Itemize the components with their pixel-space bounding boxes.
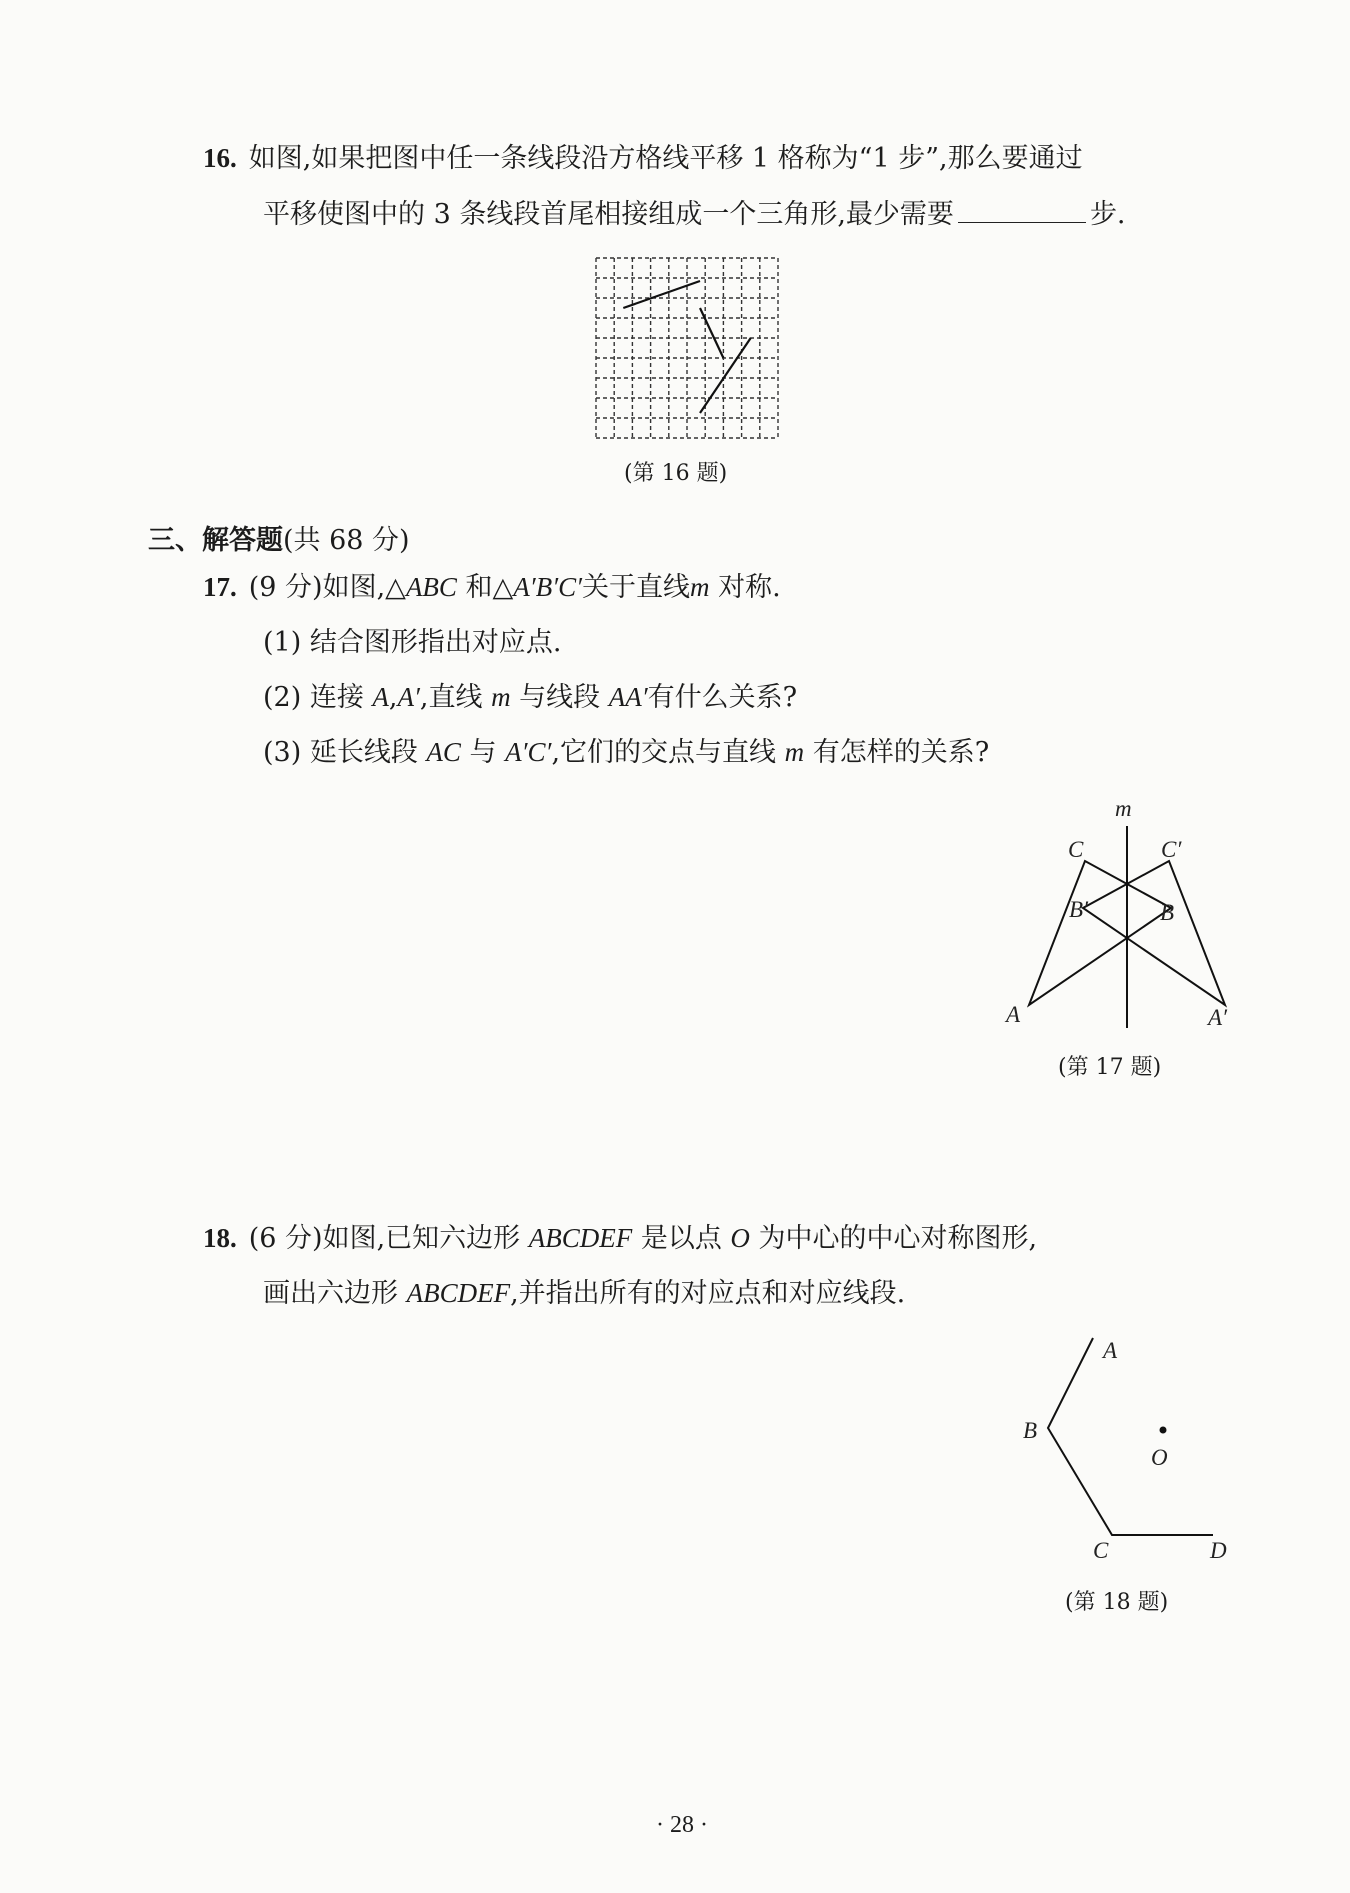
- q18-figure: [1048, 1338, 1213, 1535]
- q17-sub3-segment-ac: AC: [426, 737, 461, 767]
- q16-text-line2: 平移使图中的 3 条线段首尾相接组成一个三角形,最少需要: [263, 199, 954, 230]
- q17-sub2-point-a-prime: A′: [397, 682, 420, 712]
- q18-line2-b: ,并指出所有的对应点和对应线段.: [510, 1278, 906, 1309]
- triangle-abc: [1029, 861, 1171, 1005]
- q17-sub1: (1) 结合图形指出对应点.: [263, 627, 562, 658]
- label-o: O: [1151, 1445, 1168, 1470]
- q16-text-line2-end: 步.: [1089, 199, 1126, 230]
- q18-stem: [203, 1222, 1037, 1256]
- center-point-o: [1160, 1427, 1167, 1434]
- q18-hexagon-name: ABCDEF: [528, 1223, 633, 1253]
- label-a: A: [1006, 1002, 1021, 1027]
- q17-number: 17.: [203, 572, 237, 602]
- q18-caption: (第 18 题): [1065, 1590, 1169, 1615]
- q17-stem-text-b: 和△: [456, 572, 514, 603]
- q17-points: (9 分): [248, 572, 323, 603]
- q17-sub2-m: m: [491, 682, 511, 712]
- q18-point-o: O: [730, 1223, 750, 1253]
- label-a: A: [1103, 1338, 1118, 1363]
- q16-caption: (第 16 题): [624, 461, 728, 486]
- label-b-prime: B′: [1069, 897, 1089, 922]
- q17-sub2-d: 与线段: [510, 682, 609, 713]
- section-3-note: (共 68 分): [283, 525, 410, 556]
- q17-caption: (第 17 题): [1058, 1055, 1162, 1080]
- q17-stem-text-c: 关于直线: [582, 572, 691, 603]
- q18-points: (6 分): [248, 1223, 323, 1254]
- q17-stem-text-d: 对称.: [709, 572, 781, 603]
- q17-sub3-c: ,它们的交点与直线: [551, 737, 785, 768]
- q17-sub2-e: 有什么关系?: [647, 682, 798, 713]
- label-c: C: [1093, 1538, 1109, 1563]
- q18-broken-line: [1048, 1338, 1213, 1535]
- q17-sub3-d: 有怎样的关系?: [804, 737, 990, 768]
- q17-sub2-segment: AA′: [608, 682, 648, 712]
- q18-line2-a: 画出六边形: [263, 1278, 407, 1309]
- q18-number: 18.: [203, 1223, 237, 1253]
- q17-sub3-segment-ac-prime: A′C′: [505, 737, 552, 767]
- q18-stem-c: 为中心的中心对称图形,: [749, 1223, 1038, 1254]
- label-d: D: [1210, 1538, 1227, 1563]
- q17-sub3-m: m: [784, 737, 805, 767]
- label-b: B: [1160, 900, 1175, 925]
- section-3-title: 三、解答题: [148, 525, 283, 556]
- q17-sub2-c: ,直线: [419, 682, 492, 713]
- q17-sub3-a: (3) 延长线段: [263, 737, 427, 768]
- page-number: · 28 ·: [656, 1812, 708, 1838]
- q18-line2: [263, 1277, 905, 1311]
- label-m: m: [1115, 796, 1132, 821]
- q17-sub2-b: ,: [388, 682, 398, 713]
- q18-stem-b: 是以点: [632, 1223, 731, 1254]
- q17-sub2-point-a: A: [372, 682, 389, 712]
- q17-triangle-abc: ABC: [405, 572, 457, 602]
- label-c-prime: C′: [1161, 837, 1182, 862]
- label-b: B: [1023, 1418, 1038, 1443]
- q17-sub3-b: 与: [460, 737, 506, 768]
- q17-triangle-abc-prime: A′B′C′: [513, 572, 583, 602]
- q16-number: 16.: [203, 143, 237, 173]
- q17-stem-text-a: 如图,△: [322, 572, 406, 603]
- label-a-prime: A′: [1208, 1005, 1228, 1030]
- label-c: C: [1068, 837, 1084, 862]
- triangle-abc-prime: [1083, 861, 1225, 1005]
- q18-stem-a: 如图,已知六边形: [322, 1223, 529, 1254]
- q17-sub2-a: (2) 连接: [263, 682, 373, 713]
- q16-text-line1: 如图,如果把图中任一条线段沿方格线平移 1 格称为“1 步”,那么要通过: [248, 143, 1083, 174]
- q17-line-m: m: [690, 572, 710, 602]
- q18-line2-hexagon: ABCDEF: [406, 1278, 511, 1308]
